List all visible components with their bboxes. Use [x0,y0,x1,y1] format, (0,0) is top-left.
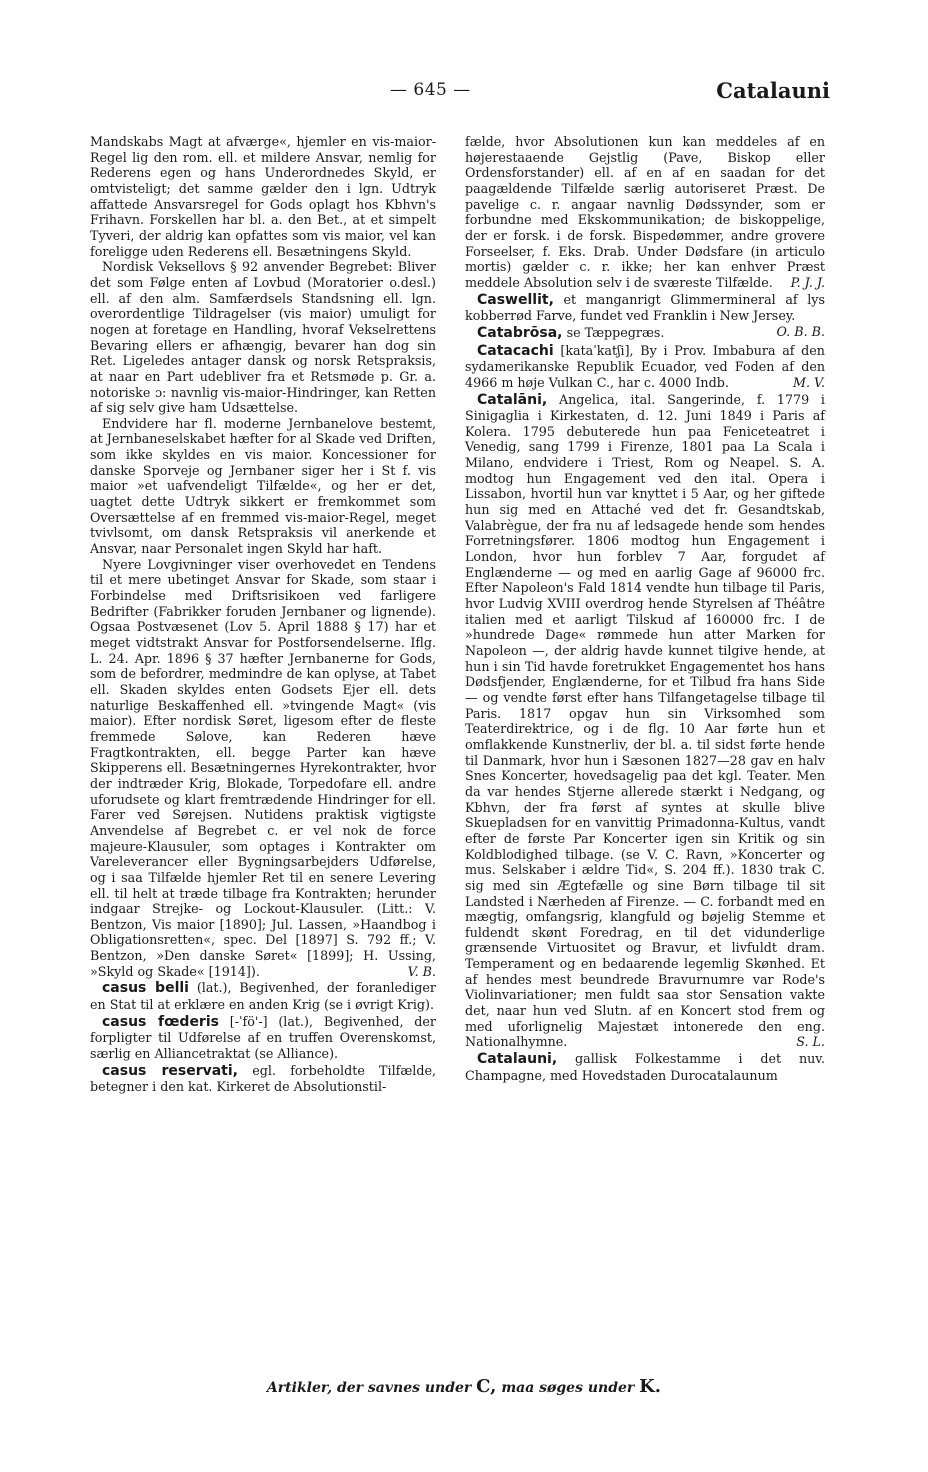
headword: Catalāni, [477,391,548,408]
author-signature: M. V. [792,374,825,390]
headword: casus reservati, [102,1062,238,1079]
paragraph: Mandskabs Magt at afværge«, hjemler en vis-maior-Regel lig den rom. ell. et mildere Ansvar, nemlig for Rederens egen og hans Underordnedes Skyld, er omtvisteligt; det samme gælder den i lgn. Udtryk affattede Ansvarsregel for Gods oplagt hos Kbhvn's Frihavn. Forskellen har bl. a. den Bet., at et simpelt Tyveri, der aldrig kan opfattes som vis maior, vel kan foreligge uden Rederens ell. Besætningens Skyld. [90,134,436,259]
right-column [465,134,825,1083]
page-header [90,80,830,110]
paragraph-text: fælde, hvor Absolutionen kun kan meddeles af en højerestaaende Gejstlig (Pave, Biskop eller Ordensforstander) ell. af en af en saadan for det paagældende Tilfælde særlig autoriseret Præst. De pavelige c. r. angaar navnlig Dødssynder, som er forbundne med Ekskommunikation; de biskoppelige, der er forsk. i de forsk. Bispedømmer, andre grovere Forseelser, f. Eks. Drab. Under Dødsfare (in articulo mortis) gælder c. r. ikke; her kan enhver Præst meddele Absolution selv i de sværeste Tilfælde. [465,134,825,290]
entry-casus-reservati [90,1063,436,1095]
page-footer-note [0,1376,928,1397]
headword: casus fœderis [102,1013,219,1030]
headword: Catalauni, [477,1051,558,1068]
author-signature: P. J. J. [790,274,825,290]
author-signature: S. L. [796,1034,825,1050]
entry-catacachi [465,343,825,391]
entry-casus-belli [90,980,436,1012]
footer-letter-k: K. [639,1376,662,1397]
headword: Catabrōsa, [477,324,563,341]
running-head: Catalauni [716,78,830,103]
footer-letter-c: C, [476,1376,497,1397]
left-column [90,134,436,1095]
footer-text: maa søges under [501,1380,635,1396]
entry-text: egl. forbeholdte Tilfælde, betegner i den kat. Kirkeret de Absolutionstil- [90,1062,436,1095]
paragraph: Nordisk Veksellovs § 92 anvender Begrebet: Bliver det som Følge enten af Lovbud (Moratorier o.desl.) ell. af den alm. Samfærdsels Standsning ell. lgn. overordentlige Tildragelser (vis maior) umuligt for nogen at foretage en Handling, hvoraf Vekselrettens Bevaring ellers er afhængig, bevarer han dog sin Ret. Ligeledes antager dansk og norsk Retspraksis, at naar en Part udebliver fra et Retsmøde p. Gr. a. notoriske ɔ: navnlig vis-maior-Hindringer, kan Retten af sig selv give ham Udsættelse. [90,259,436,416]
paragraph [90,557,436,980]
entry-catalani [465,392,825,1051]
headword: casus belli [102,980,189,997]
entry-text: gallisk Folkestamme i det nuv. Champagne, med Hovedstaden Durocatalaunum [465,1051,825,1083]
page-number: — 645 — [390,80,471,100]
entry-text: se Tæppegræs. [566,324,665,340]
paragraph-text: Nyere Lovgivninger viser overhovedet en Tendens til et mere ubetinget Ansvar for Skade, som staar i Forbindelse med Driftsrisikoen ved farligere Bedrifter (Fabrikker foruden Jernbaner og lignende). Ogsaa Postvæsenet (Lov 5. April 1888 § 17) har et meget vidtstrakt Ansvar for Postforsendelserne. Iflg. L. 24. Apr. 1896 § 37 hæfter Jernbanerne for Gods, som de befordrer, medmindre de kan oplyse, at Tabet ell. Skaden skyldes enten Godsets Ejer ell. dets naturlige Beskaffenhed ell. »tvingende Magt« (vis maior). Efter nordisk Søret, ligesom efter de fleste fremmede Sølove, kan Rederen hæve Fragtkontrakten, ell. begge Parter kan hæve Skipperens ell. Besætningernes Hyrekontrakter, hvor der indtræder Krig, Blokade, Torpedofare ell. andre uforudsete og klart fremtrædende Hindringer for ell. Farer ved Sørejsen. Nutidens praktisk vigtigste Anvendelse af Begrebet c. er vel nok de force majeure-Klausuler, som optages i Kontrakter om Vareleverancer eller Bygningsarbejders Udførelse, og i saa Tilfælde hjemler Ret til en senere Levering ell. til helt at træde tilbage fra Kontrakten; herunder indgaar Strejke- og Lockout-Klausuler. (Litt.: V. Bentzon, Vis maior [1890]; Jul. Lassen, »Haandbog i Obligationsretten«, spec. Del [1897] S. 792 ff.; V. Bentzon, »Den danske Søret« [1899]; H. Ussing, »Skyld og Skade« [1914]). [90,556,436,979]
paragraph [465,134,825,291]
entry-text: et manganrigt Glimmermineral af lys kobberrød Farve, fundet ved Franklin i New Jersey. [465,291,825,324]
headword: Catacachi [477,342,554,359]
entry-catalauni [465,1051,825,1083]
author-signature: O. B. B. [776,323,825,339]
headword: Caswellit, [477,291,554,308]
paragraph: Endvidere har fl. moderne Jernbanelove bestemt, at Jernbaneselskabet hæfter for al Skade ved Driften, som ikke skyldes en vis maior. Koncessioner for danske Sporveje og Jernbaner siger her i St f. vis maior »et uafvendeligt Tilfælde«, og her er det, uagtet dette Udtryk sikkert er fremkommet som Oversættelse af en fremmed vis-maior-Regel, meget tvivlsomt, om dansk Retspraksis vil anerkende et Ansvar, naar Personalet ingen Skyld har haft. [90,415,436,557]
author-signature: V. B. [407,963,436,979]
entry-text: Angelica, ital. Sangerinde, f. 1779 i Sinigaglia i Kirkestaten, d. 12. Juni 1849 i Paris af Kolera. 1795 debuterede hun paa Feniceteatret i Venedig, sang 1799 i Firenze, 1801 paa La Scala i Milano, endvidere i Triest, Rom og Neapel. S. A. modtog hun Engagement ved den ital. Opera i Lissabon, hvortil hun var knyttet i 5 Aar, og her giftede hun sig med en Attaché ved det fr. Gesandtskab, Valabrègue, der fra nu af ledsagede hende som hendes Forretningsfører. 1806 modtog hun Engagement i London, hvor hun forblev 7 Aar, forgudet af Englænderne — og med en aarlig Gage af 96000 frc. Efter Napoleon's Fald 1814 vendte hun tilbage til Paris, hvor Ludvig XVIII overdrog hende Styrelsen af Théâtre italien med et aarligt Tilskud af 160000 frc. I de »hundrede Dage« rømmede hun atter Marken for Napoleon —, der aldrig havde kunnet tilgive hende, at hun i sin Tid havde foretrukket Engagementet hos hans Dødsfjender, Englænderne, for et Tilbud fra hans Side — og vendte først efter hans Tilfangetagelse tilbage til Paris. 1817 opgav hun sin Virksomhed som Teaterdirektrice, og i de flg. 10 Aar førte hun et omflakkende Kunstnerliv, der bl. a. til sidst førte hende til Danmark, hvor hun i Sæsonen 1827—28 gav en halv Snes Koncerter, hovedsagelig paa det kgl. Teater. Men da var hendes Stjerne allerede stærkt i Nedgang, og Kbhvn, der fra først af syntes at skulle blive Skuepladsen for en vanvittig Primadonna-Kultus, vandt efter de første Par Koncerter igen sin Kritik og sin Koldblodighed tilbage. (se V. C. Ravn, »Koncerter og mus. Selskaber i ældre Tid«, S. 204 ff.). 1830 trak C. sig med sin Ægtefælle og sine Børn tilbage til sit Landsted i Nærheden af Firenze. — C. forbandt med en mægtig, omfangsrig, klangfuld og bøjelig Stemme et fuldendt skønt Foredrag, en til det vidunderlige grænsende Virtuositet og Bravur, et livfuldt dram. Temperament og en bedaarende legemlig Skønhed. Et af hendes mest beundrede Bravurnumre var Rode's Violinvariationer; men fuldt saa stor Sensation vakte det, naar hun ved Slutn. af en Koncert stod frem og med uforlignelig Majestæt intonerede den eng. Nationalhymne. [465,391,825,1050]
footer-text: Artikler, der savnes under [266,1380,472,1396]
entry-casus-foederis [90,1014,436,1062]
entry-text: [-ˈfö'-] (lat.), Begivenhed, der forpligter til Udførelse af en truffen Overenskomst, særlig en Alliancetraktat (se Alliance). [90,1013,436,1062]
entry-text: (lat.), Begivenhed, der foranlediger en Stat til at erklære en anden Krig (se i øvrigt Krig). [90,980,436,1013]
entry-text: [kataˈkatʃi], By i Prov. Imbabura af den sydamerikanske Republik Ecuador, ved Foden af den 4966 m høje Vulkan C., har c. 4000 Indb. [465,342,825,390]
